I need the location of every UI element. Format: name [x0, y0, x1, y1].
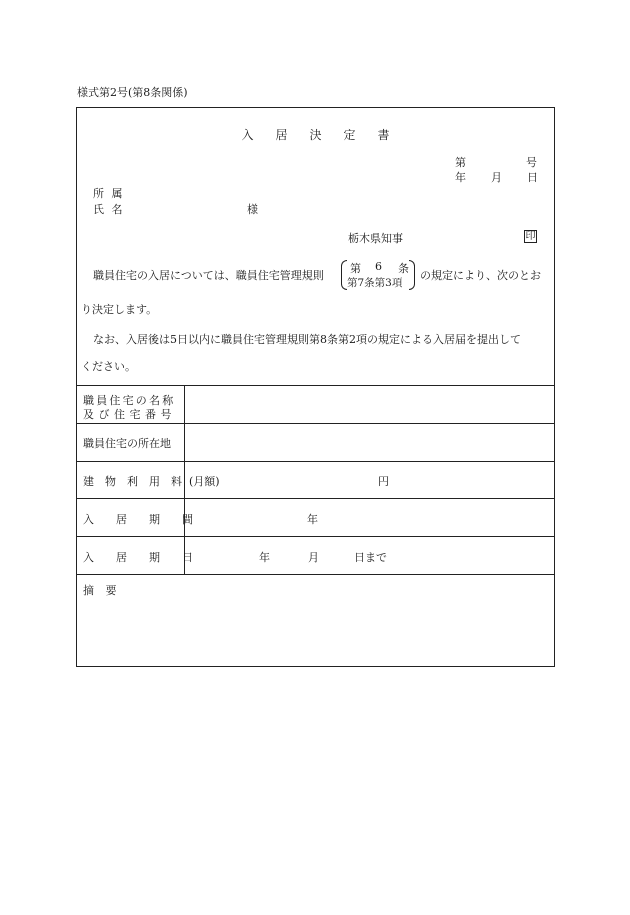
form-number-label: 様式第2号(第8条関係) [77, 86, 188, 99]
table-top-rule [77, 385, 554, 386]
row5-year: 年 [259, 551, 270, 564]
bracket-right [409, 260, 415, 290]
body-p1-cont: り決定します。 [81, 303, 158, 316]
row1-label-line1: 職員住宅の名称 [83, 394, 176, 407]
remarks-label: 摘 要 [83, 584, 117, 597]
row-rule-3 [77, 498, 554, 499]
honorific: 様 [247, 203, 258, 216]
row-rule-4 [77, 536, 554, 537]
row5-label: 入居期日 [83, 551, 215, 564]
row-rule-2 [77, 461, 554, 462]
affiliation-label: 所 属 [93, 187, 123, 200]
ref-line1-num: 6 [375, 260, 382, 273]
date-day: 日 [527, 171, 538, 184]
decision-form [76, 107, 555, 667]
body-p2-line1: なお、入居後は5日以内に職員住宅管理規則第8条第2項の規定による入居届を提出して [93, 333, 521, 346]
row5-month: 月 [308, 551, 319, 564]
row-rule-5 [77, 574, 554, 575]
number-suffix: 号 [526, 156, 537, 169]
document-title: 入居決定書 [241, 128, 412, 142]
date-year: 年 [455, 171, 466, 184]
issuer-name: 栃木県知事 [348, 232, 403, 245]
row2-label: 職員住宅の所在地 [83, 437, 171, 450]
row-rule-1 [77, 423, 554, 424]
body-p2-line2: ください。 [81, 360, 136, 373]
row1-label-line2: 及び住宅番号 [83, 408, 176, 421]
ref-line2: 第7条第3項 [347, 277, 403, 289]
row3-prefix: (月額) [189, 475, 220, 488]
row3-label: 建物利用料 [83, 475, 193, 488]
seal-mark: 印 [525, 231, 536, 242]
row5-until: 日まで [354, 551, 387, 564]
ref-line1-jou: 条 [398, 262, 409, 275]
body-p1-start: 職員住宅の入居については、職員住宅管理規則 [93, 269, 324, 282]
row4-unit: 年 [307, 513, 318, 526]
number-prefix: 第 [455, 156, 466, 169]
row3-unit: 円 [378, 475, 389, 488]
row4-label: 入居期間 [83, 513, 215, 526]
name-label: 氏 名 [93, 203, 123, 216]
date-month: 月 [491, 171, 502, 184]
ref-line1-dai: 第 [350, 262, 361, 275]
body-p1-end: の規定により、次のとお [420, 269, 541, 282]
